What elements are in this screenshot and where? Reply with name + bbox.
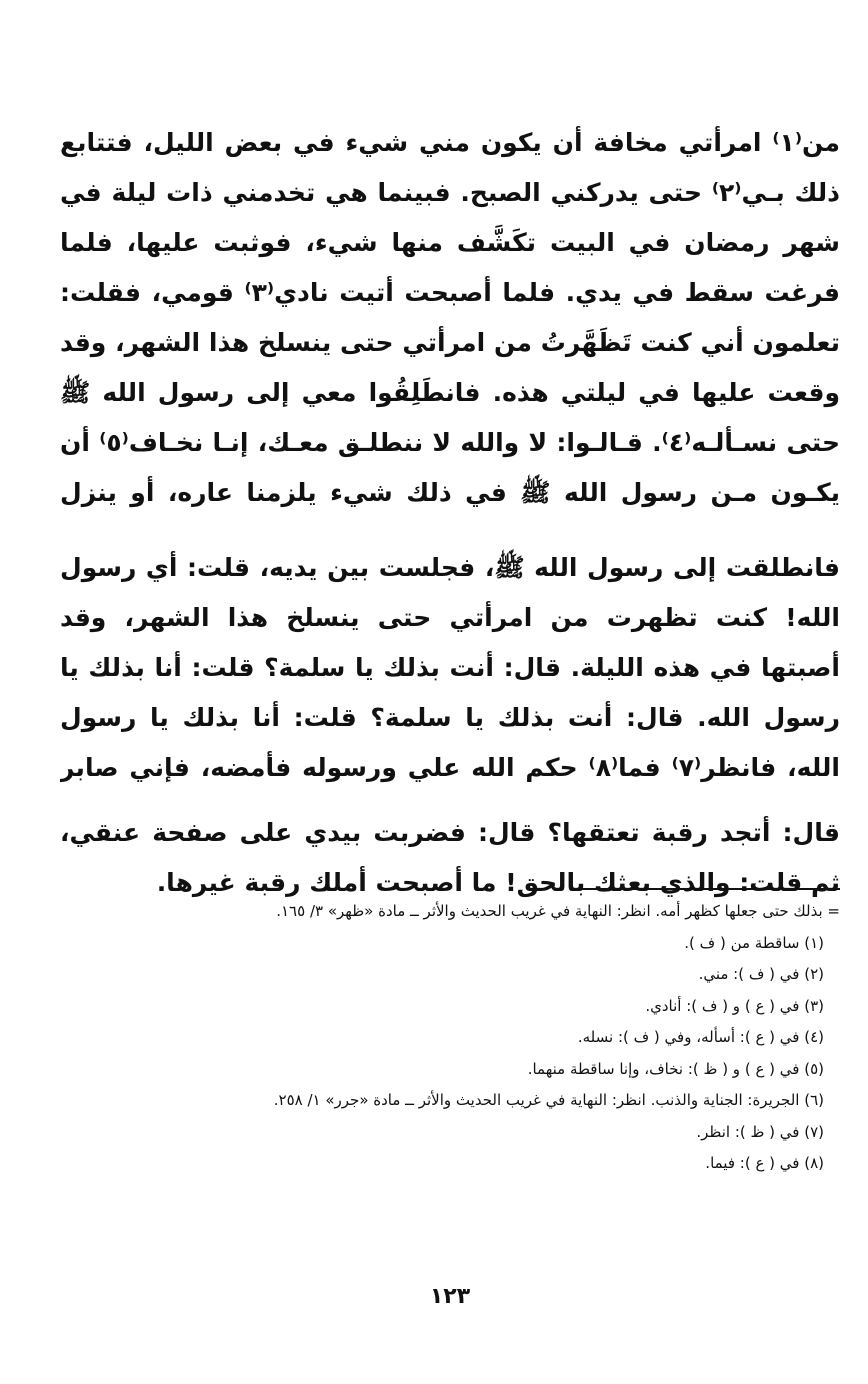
footnote-6: (٦) الجريرة: الجناية والذنب. انظر: النهاية في غريب الحديث والأثر ــ مادة «جرر» ١/ ٢٥٨. [273,1091,824,1109]
body-paragraph-1: من⁽١⁾ امرأتي مخافة أن يكون مني شيء في بعض الليل، فتتابع ذلك بـي⁽٢⁾ حتى يدركني الصبح. فبينما هي تخدمني ذات ليلة في شهر رمضان في البيت تكَشَّف منها شيء، فوثبت عليها، فلما فرغت سقط في يدي. فلما أصبحت أتيت نادي⁽٣⁾ قومي، فقلت: تعلمون أني كنت تَظَهَّرتُ من امرأتي حتى ينسلخ هذا الشهر، وقد وقعت عليها في ليلتي هذه. فانطَلِقُوا معي إلى رسول الله ﷺ حتى نسـألـه⁽٤⁾. قـالـوا: لا والله لا ننطلـق معـك، إنـا نخـاف⁽٥⁾ أن يكـون مـن رسول الله ﷺ في ذلك شيء يلزمنا عاره، أو ينزل [60,128,840,507]
footnote-continuation: = بذلك حتى جعلها كظهر أمه. انظر: النهاية في غريب الحديث والأثر ــ مادة «ظهر» ٣/ ١٦٥. [276,902,840,920]
footnote-5: (٥) في ( ع ) و ( ظ ): نخاف، وإنا ساقطة منهما. [527,1059,824,1078]
footnote-7: (٧) في ( ظ ): انظر. [696,1122,824,1141]
footnotes-list [60,896,840,1180]
body-paragraph-3: قال: أتجد رقبة تعتقها؟ قال: فضربت بيدي على صفحة عنقي، ثم قلت: والذي بعثك بالحق! ما أصبحت أملك رقبة غيرها. [60,818,840,897]
footnote-2: (٢) في ( ف ): مني. [698,965,824,983]
footnote-3: (٣) في ( ع ) و ( ف ): أنادي. [645,996,824,1015]
footnote-separator [582,888,840,890]
footnote-8: (٨) في ( ع ): فيما. [705,1154,824,1172]
footnote-4: (٤) في ( ع ): أسأله، وفي ( ف ): نسله. [577,1028,824,1046]
body-paragraph-2: فانطلقت إلى رسول الله ﷺ، فجلست بين يديه، قلت: أي رسول الله! كنت تظهرت من امرأتي حتى ينسلخ هذا الشهر، وقد أصبتها في هذه الليلة. قال: أنت بذلك يا سلمة؟ قلت: أنا بذلك يا رسول الله. قال: أنت بذلك يا سلمة؟ قلت: أنا بذلك يا رسول الله، فانظر⁽٧⁾ فما⁽٨⁾ حكم الله علي ورسوله فأمضه، فإني صابر [60,553,840,782]
footnote-1: (١) ساقطة من ( ف ). [684,933,824,952]
page-number: ١٢٣ [429,1284,471,1309]
page-content [60,118,840,1384]
